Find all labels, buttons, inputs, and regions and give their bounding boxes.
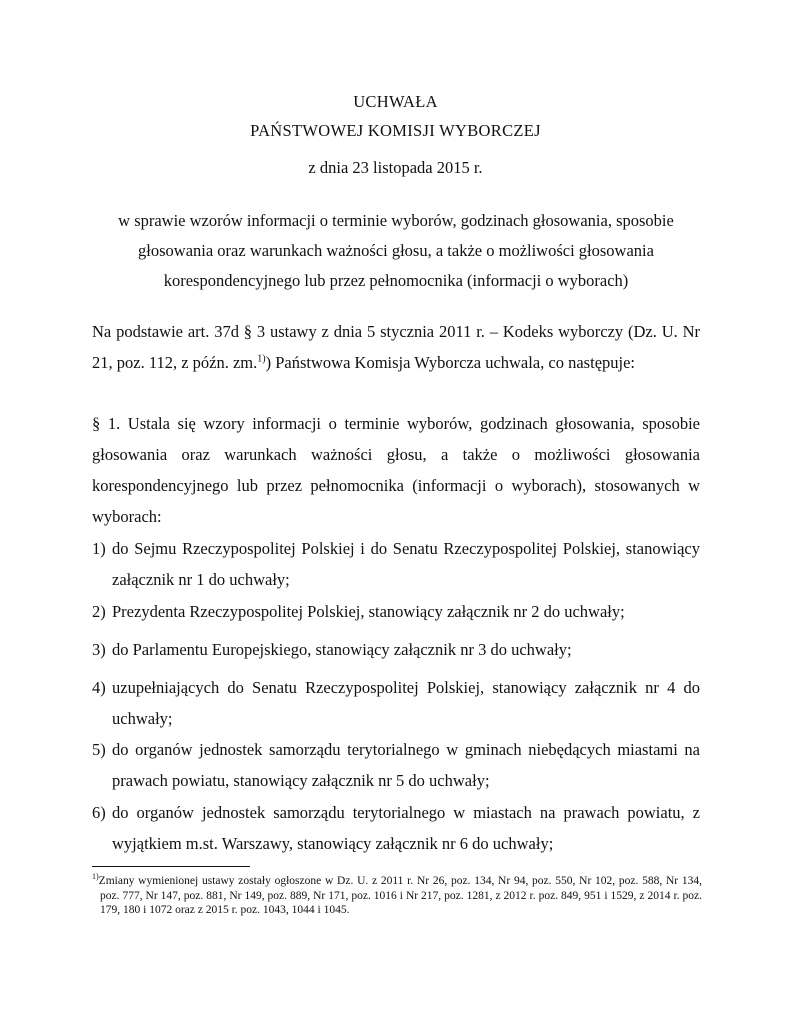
document-title: UCHWAŁA [353, 92, 438, 111]
list-item-text: do organów jednostek samorządu terytorialnego w gminach niebędących miastami na prawach powiatu, stanowiący załącznik nr 5 do uchwały; [112, 740, 700, 790]
document-date: z dnia 23 listopada 2015 r. [308, 158, 483, 177]
footnote-marker: 1) [92, 872, 99, 882]
list-item-text: do organów jednostek samorządu terytorialnego w miastach na prawach powiatu, z wyjątkiem m.st. Warszawy, stanowiący załącznik nr 6 do uchwały; [112, 803, 700, 853]
list-item-number: 5) [92, 740, 106, 759]
list-item-number: 2) [92, 602, 106, 621]
section-1-paragraph: § 1. Ustala się wzory informacji o terminie wyborów, godzinach głosowania, sposobie głosowania oraz warunkach ważności głosu, a także o możliwości głosowania korespondencyjnego lub przez pełnomocnika (informacji o wyborach), stosowanych w wyborach: [92, 414, 700, 526]
legal-basis-text-after: ) Państwowa Komisja Wyborcza uchwala, co następuje: [265, 353, 636, 372]
list-item-number: 4) [92, 678, 106, 697]
list-item-text: uzupełniających do Senatu Rzeczypospolitej Polskiej, stanowiący załącznik nr 4 do uchwały; [112, 678, 700, 728]
footnote-separator [92, 866, 250, 867]
list-item [92, 734, 700, 796]
footnote-text: Zmiany wymienionej ustawy zostały ogłoszone w Dz. U. z 2011 r. Nr 26, poz. 134, Nr 94, poz. 550, Nr 102, poz. 588, Nr 134, poz. 777, Nr 147, poz. 881, Nr 149, poz. 889, Nr 171, poz. 1016 i Nr 217, poz. 1281, z 2012 r. poz. 849, 951 i 1529, z 2014 r. poz. 179, 180 i 1072 oraz z 2015 r. poz. 1043, 1044 i 1045. [98, 875, 702, 916]
issuing-body: PAŃSTWOWEJ KOMISJI WYBORCZEJ [250, 121, 541, 140]
list-item [92, 533, 700, 595]
list-item-number: 6) [92, 803, 106, 822]
list-item-text: do Sejmu Rzeczypospolitej Polskiej i do Senatu Rzeczypospolitej Polskiej, stanowiący załącznik nr 1 do uchwały; [112, 539, 700, 589]
list-item-number: 1) [92, 539, 106, 558]
list-item [92, 797, 700, 859]
list-item [92, 634, 700, 665]
list-item-text: do Parlamentu Europejskiego, stanowiący załącznik nr 3 do uchwały; [112, 640, 572, 659]
document-subject: w sprawie wzorów informacji o terminie wyborów, godzinach głosowania, sposobie głosowania oraz warunkach ważności głosu, a także o możliwości głosowania korespondencyjnego lub przez pełnomocnika (informacji o wyborach) [118, 211, 674, 290]
list-item [92, 596, 700, 627]
list-item-text: Prezydenta Rzeczypospolitej Polskiej, stanowiący załącznik nr 2 do uchwały; [112, 602, 625, 621]
list-item [92, 672, 700, 734]
legal-basis-text-before: Na podstawie art. 37d § 3 ustawy z dnia 5 stycznia 2011 r. – Kodeks wyborczy (Dz. U. Nr 21, poz. 112, z późn. zm. [92, 322, 700, 372]
footnote [92, 874, 702, 918]
list-item-number: 3) [92, 640, 106, 659]
legal-basis-paragraph [92, 316, 700, 378]
footnote-reference: 1) [257, 353, 266, 365]
